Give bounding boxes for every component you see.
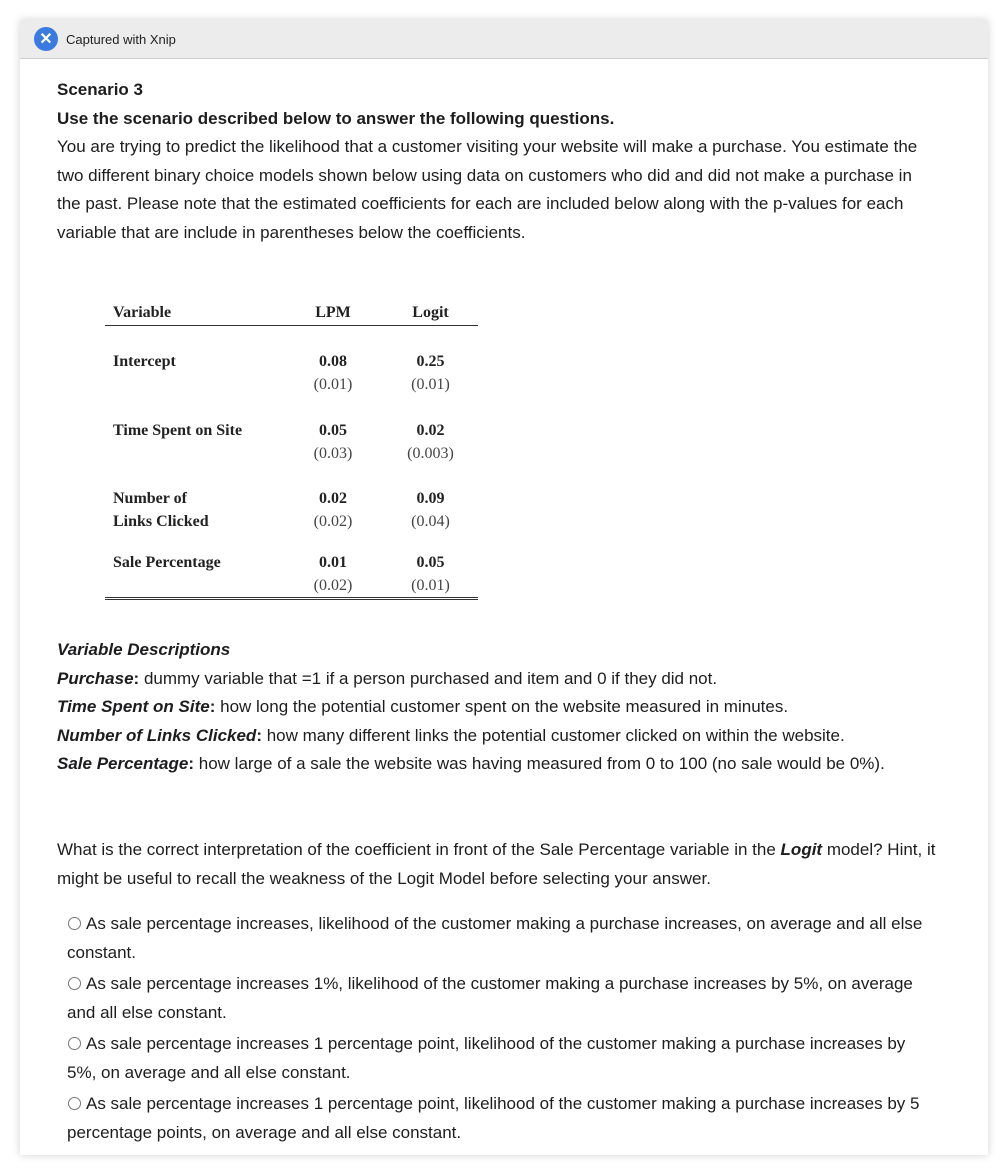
- lpm-pvalue: (0.02): [313, 513, 353, 530]
- radio-button[interactable]: [68, 1037, 81, 1050]
- title-bar: [20, 20, 988, 59]
- answer-option[interactable]: As sale percentage increases 1 percentage point, likelihood of the customer making a purchase increases by 5%, on average and all else constant.: [67, 1034, 906, 1082]
- variable-name: Time Spent on Site: [113, 422, 243, 439]
- variable-name: Sale Percentage: [105, 551, 283, 599]
- description-item: Number of Links Clicked: how many different links the potential customer clicked on within the website.: [57, 725, 845, 745]
- variable-name-line1: Number of: [113, 490, 187, 507]
- logit-pvalue: (0.04): [411, 513, 450, 530]
- logit-coef: 0.02: [416, 422, 445, 439]
- lpm-pvalue: (0.03): [313, 445, 353, 462]
- header-lpm: LPM: [283, 301, 383, 326]
- regression-table: [105, 301, 478, 600]
- radio-button[interactable]: [68, 977, 81, 990]
- descriptions-title: Variable Descriptions: [57, 640, 231, 659]
- lpm-coef: 0.08: [319, 353, 347, 370]
- radio-button[interactable]: [68, 917, 81, 930]
- header-variable: Variable: [105, 301, 283, 326]
- logit-coef: 0.09: [416, 490, 445, 507]
- logit-coef: 0.25: [416, 353, 445, 370]
- description-item: Time Spent on Site: how long the potential customer spent on the website measured in minutes.: [57, 697, 789, 716]
- table-header: [105, 301, 478, 326]
- logit-pvalue: (0.01): [411, 577, 450, 594]
- table-row: [105, 419, 478, 465]
- radio-button[interactable]: [68, 1097, 81, 1110]
- answer-options: [67, 910, 937, 1150]
- scenario-instruction: Use the scenario described below to answer the following questions.: [57, 108, 615, 128]
- question-text: What is the correct interpretation of the coefficient in front of the Sale Percentage variable in the Logit model? Hint, it might be useful to recall the weakness of the Logit Model before selecting your answer.: [57, 840, 936, 888]
- answer-option[interactable]: As sale percentage increases, likelihood of the customer making a purchase increases, on average and all else constant.: [67, 914, 923, 962]
- table-row: [105, 487, 478, 533]
- variable-name-line2: Links Clicked: [113, 513, 209, 530]
- logit-pvalue: (0.003): [407, 445, 454, 462]
- question-content: [57, 76, 937, 1142]
- logit-coef: 0.05: [416, 554, 445, 571]
- variable-descriptions: [57, 636, 937, 779]
- xnip-logo-icon: ✕: [34, 27, 58, 51]
- logit-pvalue: (0.01): [411, 376, 450, 393]
- description-item: Purchase: dummy variable that =1 if a person purchased and item and 0 if they did not.: [57, 668, 718, 688]
- scenario-body: You are trying to predict the likelihood that a customer visiting your website will make a purchase. You estimate the two different binary choice models shown below using data on customers who did and did not make a purchase in the past. Please note that the estimated coefficients for each are included below along with the p-values for each variable that are include in parentheses below the coefficients.: [57, 137, 918, 242]
- description-item: Sale Percentage: how large of a sale the website was having measured from 0 to 100 (no sale would be 0%).: [57, 754, 885, 773]
- lpm-pvalue: (0.01): [313, 376, 353, 393]
- header-logit: Logit: [383, 301, 478, 326]
- lpm-coef: 0.01: [319, 554, 347, 571]
- table-row: [105, 350, 478, 396]
- answer-option[interactable]: As sale percentage increases 1 percentage point, likelihood of the customer making a purchase increases by 5 percentage points, on average and all else constant.: [67, 1094, 920, 1142]
- table-row: [105, 551, 478, 599]
- lpm-coef: 0.02: [319, 490, 347, 507]
- lpm-coef: 0.05: [319, 422, 347, 439]
- window-title: Captured with Xnip: [66, 31, 176, 47]
- variable-name: Intercept: [113, 353, 176, 370]
- scenario-title: Scenario 3: [57, 80, 143, 99]
- answer-option[interactable]: As sale percentage increases 1%, likelihood of the customer making a purchase increases by 5%, on average and all else constant.: [67, 974, 913, 1022]
- screenshot-card: [20, 20, 988, 1155]
- lpm-pvalue: (0.02): [313, 577, 353, 594]
